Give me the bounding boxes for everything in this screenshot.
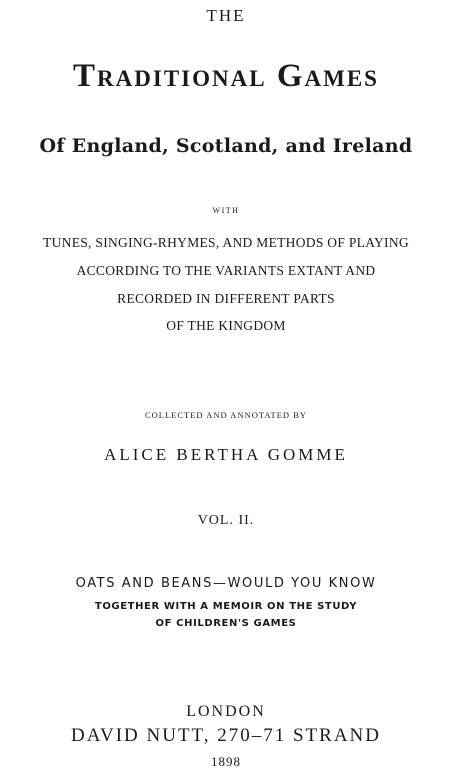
contents-line: OATS AND BEANS—WOULD YOU KNOW [75,576,377,591]
main-title: Traditional Games [73,58,379,94]
description-line: OF THE KINGDOM [166,318,286,333]
subtitle: Of England, Scotland, and Ireland [39,135,413,157]
publisher-city: LONDON [186,703,266,720]
contents-line: OF CHILDREN'S GAMES [155,618,297,629]
collected-label: COLLECTED AND ANNOTATED BY [144,410,308,420]
description-line: TUNES, SINGING-RHYMES, AND METHODS OF PLAYING [43,235,409,250]
publisher-name: DAVID NUTT, 270–71 STRAND [70,725,382,746]
author-name: ALICE BERTHA GOMME [104,445,348,464]
volume-label: VOL. II. [197,513,255,528]
with-label: WITH [212,206,240,215]
title-article: THE [206,6,246,25]
description-line: RECORDED IN DIFFERENT PARTS [117,291,335,306]
publication-year: 1898 [211,754,241,769]
contents-line: TOGETHER WITH A MEMOIR ON THE STUDY [94,601,358,612]
description-line: ACCORDING TO THE VARIANTS EXTANT AND [76,263,376,278]
